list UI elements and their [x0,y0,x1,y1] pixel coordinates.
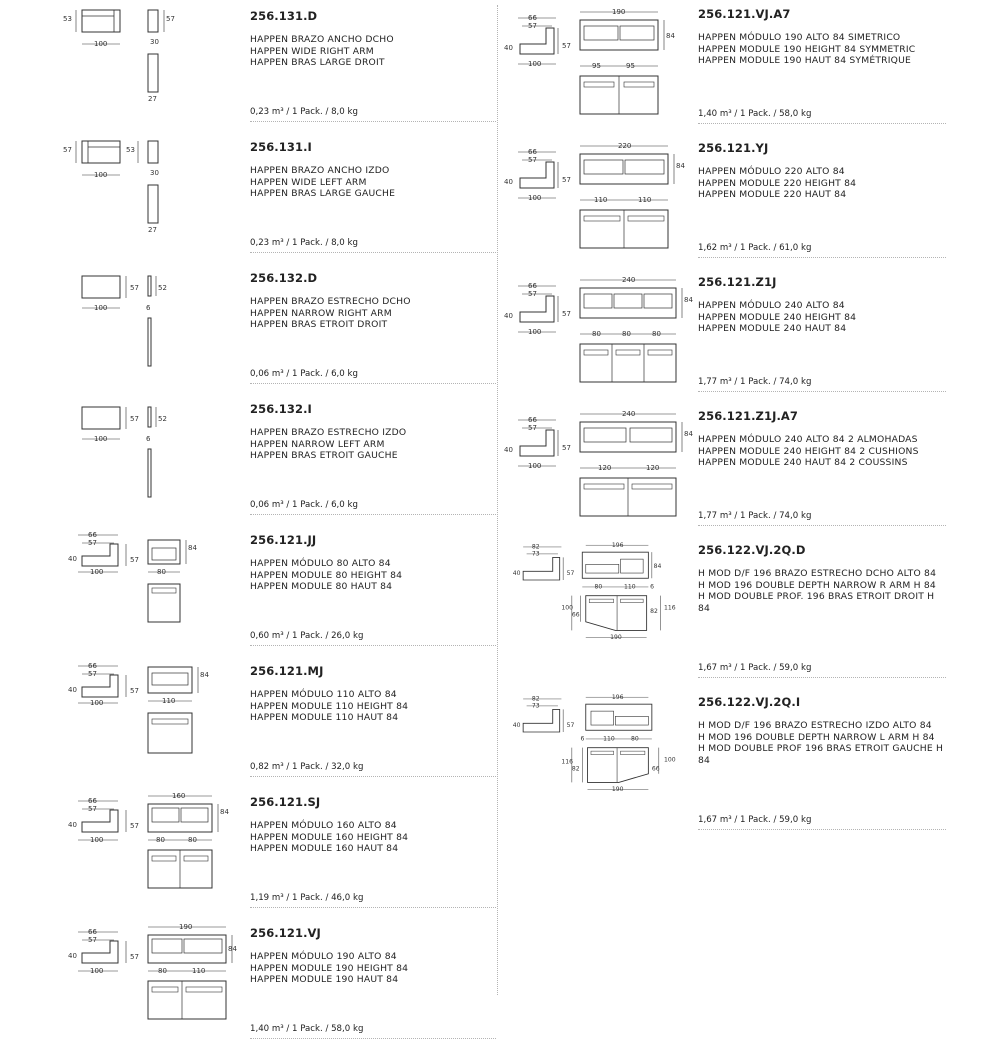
product-text [698,138,946,266]
svg-text:52: 52 [158,415,167,423]
product-description: HAPPEN MÓDULO 160 ALTO 84 HAPPEN MODULE 160 HEIGHT 84 HAPPEN MODULE 160 HAUT 84 [250,820,409,855]
product-entry [500,540,947,686]
arm-drawing [60,137,240,247]
svg-text:30: 30 [150,38,159,46]
module-drawing [60,661,240,771]
product-entry [60,923,497,1047]
product-code: 256.122.VJ.2Q.I [698,695,801,709]
svg-text:6: 6 [146,304,151,312]
pack-info: 1,19 m³ / 1 Pack. / 46,0 kg [250,893,496,908]
pack-info: 1,40 m³ / 1 Pack. / 58,0 kg [250,1024,496,1039]
module-drawing [500,138,695,258]
product-description: HAPPEN MÓDULO 220 ALTO 84 HAPPEN MODULE 220 HEIGHT 84 HAPPEN MODULE 220 HAUT 84 [698,166,857,201]
svg-text:53: 53 [126,146,135,154]
product-text [250,6,496,130]
svg-text:84: 84 [220,808,229,816]
svg-text:82: 82 [531,695,540,703]
svg-text:80: 80 [156,836,165,844]
svg-text:110: 110 [624,583,636,591]
arm-drawing [60,6,240,116]
product-entry [500,138,947,266]
right-column [500,0,947,838]
pack-info: 1,77 m³ / 1 Pack. / 74,0 kg [698,511,946,526]
product-text [250,268,496,392]
svg-text:240: 240 [622,276,636,284]
product-text [250,530,496,654]
pack-info: 0,23 m³ / 1 Pack. / 8,0 kg [250,238,496,253]
svg-text:220: 220 [618,142,632,150]
svg-text:95: 95 [592,62,601,70]
svg-text:110: 110 [162,697,176,705]
product-code: 256.121.MJ [250,664,324,678]
product-entry [60,268,497,392]
svg-text:66: 66 [88,797,97,805]
product-text [698,4,946,132]
svg-text:190: 190 [179,923,193,931]
svg-text:40: 40 [504,312,513,320]
svg-text:100: 100 [90,836,104,844]
svg-text:66: 66 [571,611,580,619]
svg-text:84: 84 [188,544,197,552]
svg-text:84: 84 [228,945,237,953]
product-text [698,540,946,686]
svg-text:57: 57 [562,444,571,452]
svg-text:84: 84 [653,562,662,570]
module-drawing [500,272,695,392]
svg-text:6: 6 [146,435,151,443]
product-text [698,406,946,534]
product-entry [60,399,497,523]
pack-info: 0,60 m³ / 1 Pack. / 26,0 kg [250,631,496,646]
svg-text:57: 57 [130,284,139,292]
svg-text:100: 100 [528,194,542,202]
svg-text:57: 57 [528,290,537,298]
svg-text:66: 66 [528,148,537,156]
product-entry [500,406,947,534]
product-code: 256.132.I [250,402,312,416]
svg-text:84: 84 [684,430,693,438]
product-description: HAPPEN BRAZO ESTRECHO IZDO HAPPEN NARROW LEFT ARM HAPPEN BRAS ETROIT GAUCHE [250,427,407,462]
svg-text:57: 57 [88,805,97,813]
pack-info: 0,82 m³ / 1 Pack. / 32,0 kg [250,762,496,777]
svg-text:66: 66 [88,662,97,670]
svg-text:120: 120 [598,464,612,472]
product-description: HAPPEN MÓDULO 240 ALTO 84 2 ALMOHADAS HAPPEN MODULE 240 HEIGHT 84 2 CUSHIONS HAPPEN MODULE 240 HAUT 84 2 COUSSINS [698,434,919,469]
svg-text:57: 57 [130,415,139,423]
svg-text:196: 196 [611,541,624,549]
svg-text:57: 57 [88,936,97,944]
svg-text:84: 84 [676,162,685,170]
product-text [250,399,496,523]
svg-text:80: 80 [188,836,197,844]
product-code: 256.131.D [250,9,318,23]
module-drawing [500,406,695,526]
product-entry [60,530,497,654]
svg-text:120: 120 [646,464,660,472]
svg-text:80: 80 [157,568,166,576]
svg-text:110: 110 [192,967,206,975]
svg-text:100: 100 [90,699,104,707]
module-drawing [60,530,240,640]
svg-text:82: 82 [531,543,540,551]
pack-info: 0,06 m³ / 1 Pack. / 6,0 kg [250,500,496,515]
svg-text:57: 57 [528,156,537,164]
svg-text:73: 73 [531,550,540,558]
svg-text:57: 57 [130,556,139,564]
product-entry [500,692,947,838]
module-drawing [60,923,240,1033]
svg-text:57: 57 [130,953,139,961]
svg-text:27: 27 [148,226,157,234]
svg-text:80: 80 [594,583,603,591]
svg-text:100: 100 [90,967,104,975]
product-entry [500,272,947,400]
product-text [250,661,496,785]
svg-text:116: 116 [664,604,676,612]
svg-text:57: 57 [130,687,139,695]
module-drawing [60,792,240,902]
product-entry [60,6,497,130]
product-entry [60,661,497,785]
svg-text:66: 66 [88,928,97,936]
product-code: 256.121.YJ [698,141,769,155]
product-code: 256.121.VJ [250,926,321,940]
product-description: HAPPEN MÓDULO 80 ALTO 84 HAPPEN MODULE 80 HEIGHT 84 HAPPEN MODULE 80 HAUT 84 [250,558,403,593]
svg-text:82: 82 [650,608,658,616]
svg-text:57: 57 [130,822,139,830]
svg-text:100: 100 [94,40,108,48]
svg-text:40: 40 [504,178,513,186]
module-drawing [500,692,695,812]
product-code: 256.131.I [250,140,312,154]
svg-text:100: 100 [664,756,676,764]
product-description: HAPPEN MÓDULO 190 ALTO 84 HAPPEN MODULE 190 HEIGHT 84 HAPPEN MODULE 190 HAUT 84 [250,951,409,986]
svg-text:40: 40 [512,569,521,577]
product-code: 256.121.Z1J [698,275,777,289]
svg-text:57: 57 [562,42,571,50]
svg-text:40: 40 [504,44,513,52]
svg-text:52: 52 [158,284,167,292]
svg-text:100: 100 [94,171,108,179]
svg-text:95: 95 [626,62,635,70]
svg-text:80: 80 [622,330,631,338]
svg-text:110: 110 [603,735,615,743]
svg-text:66: 66 [651,765,660,773]
svg-text:116: 116 [561,758,574,766]
svg-text:40: 40 [504,446,513,454]
svg-text:40: 40 [512,721,521,729]
svg-text:84: 84 [200,671,209,679]
svg-text:190: 190 [610,634,622,642]
svg-text:190: 190 [611,786,624,794]
product-text [250,792,496,916]
svg-text:80: 80 [158,967,167,975]
pack-info: 1,77 m³ / 1 Pack. / 74,0 kg [698,377,946,392]
product-code: 256.121.Z1J.A7 [698,409,799,423]
svg-text:110: 110 [638,196,652,204]
product-code: 256.121.JJ [250,533,317,547]
svg-text:110: 110 [594,196,608,204]
product-description: HAPPEN BRAZO ANCHO IZDO HAPPEN WIDE LEFT ARM HAPPEN BRAS LARGE GAUCHE [250,165,396,200]
svg-text:40: 40 [68,821,77,829]
pack-info: 0,23 m³ / 1 Pack. / 8,0 kg [250,107,496,122]
svg-text:27: 27 [148,95,157,103]
svg-text:80: 80 [652,330,661,338]
svg-text:53: 53 [63,15,72,23]
product-text [698,272,946,400]
product-description: HAPPEN BRAZO ANCHO DCHO HAPPEN WIDE RIGHT ARM HAPPEN BRAS LARGE DROIT [250,34,394,69]
product-description: H MOD D/F 196 BRAZO ESTRECHO IZDO ALTO 84 H MOD 196 DOUBLE DEPTH NARROW L ARM H 84 H MOD DOUBLE PROF 196 BRAS ETROIT GAUCHE H 84 [698,720,944,766]
svg-text:100: 100 [94,435,108,443]
svg-text:190: 190 [612,8,626,16]
svg-text:66: 66 [528,416,537,424]
column-divider [497,5,498,995]
svg-text:6: 6 [580,735,585,743]
svg-text:57: 57 [166,15,175,23]
svg-text:82: 82 [571,765,580,773]
svg-text:84: 84 [666,32,675,40]
svg-text:100: 100 [528,328,542,336]
product-description: H MOD D/F 196 BRAZO ESTRECHO DCHO ALTO 84 H MOD 196 DOUBLE DEPTH NARROW R ARM H 84 H MOD DOUBLE PROF. 196 BRAS ETROIT DROIT H 84 [698,568,937,614]
product-entry [500,4,947,132]
svg-text:66: 66 [528,282,537,290]
product-description: HAPPEN MÓDULO 240 ALTO 84 HAPPEN MODULE 240 HEIGHT 84 HAPPEN MODULE 240 HAUT 84 [698,300,857,335]
product-description: HAPPEN MÓDULO 190 ALTO 84 SIMETRICO HAPPEN MODULE 190 HEIGHT 84 SYMMETRIC HAPPEN MODULE 190 HAUT 84 SYMÉTRIQUE [698,32,916,67]
svg-text:100: 100 [528,462,542,470]
svg-text:40: 40 [68,686,77,694]
product-description: HAPPEN MÓDULO 110 ALTO 84 HAPPEN MODULE 110 HEIGHT 84 HAPPEN MODULE 110 HAUT 84 [250,689,409,724]
pack-info: 1,40 m³ / 1 Pack. / 58,0 kg [698,109,946,124]
product-entry [60,137,497,261]
svg-text:80: 80 [630,735,639,743]
svg-text:66: 66 [88,531,97,539]
product-text [250,137,496,261]
svg-text:66: 66 [528,14,537,22]
left-column [60,0,497,1047]
pack-info: 0,06 m³ / 1 Pack. / 6,0 kg [250,369,496,384]
svg-text:40: 40 [68,555,77,563]
pack-info: 1,67 m³ / 1 Pack. / 59,0 kg [698,815,946,830]
svg-text:57: 57 [88,670,97,678]
module-drawing [500,4,695,124]
svg-text:100: 100 [528,60,542,68]
svg-text:80: 80 [592,330,601,338]
svg-text:30: 30 [150,169,159,177]
product-code: 256.121.SJ [250,795,321,809]
product-code: 256.132.D [250,271,318,285]
svg-text:100: 100 [561,604,574,612]
svg-text:100: 100 [90,568,104,576]
product-description: HAPPEN BRAZO ESTRECHO DCHO HAPPEN NARROW RIGHT ARM HAPPEN BRAS ETROIT DROIT [250,296,411,331]
pack-info: 1,67 m³ / 1 Pack. / 59,0 kg [698,663,946,678]
svg-text:196: 196 [611,693,624,701]
product-text [250,923,496,1047]
svg-text:57: 57 [528,22,537,30]
svg-text:57: 57 [88,539,97,547]
arm-drawing [60,268,240,378]
svg-text:57: 57 [566,721,575,729]
module-drawing [500,540,695,660]
svg-text:100: 100 [94,304,108,312]
pack-info: 1,62 m³ / 1 Pack. / 61,0 kg [698,243,946,258]
svg-text:57: 57 [63,146,72,154]
svg-text:57: 57 [562,176,571,184]
svg-text:84: 84 [684,296,693,304]
product-entry [60,792,497,916]
arm-drawing [60,399,240,509]
svg-text:40: 40 [68,952,77,960]
svg-text:6: 6 [650,583,654,591]
svg-text:240: 240 [622,410,636,418]
product-code: 256.122.VJ.2Q.D [698,543,806,557]
svg-text:57: 57 [528,424,537,432]
svg-text:57: 57 [566,569,575,577]
svg-text:73: 73 [531,702,540,710]
product-code: 256.121.VJ.A7 [698,7,791,21]
svg-text:160: 160 [172,792,186,800]
product-text [698,692,946,838]
svg-text:57: 57 [562,310,571,318]
